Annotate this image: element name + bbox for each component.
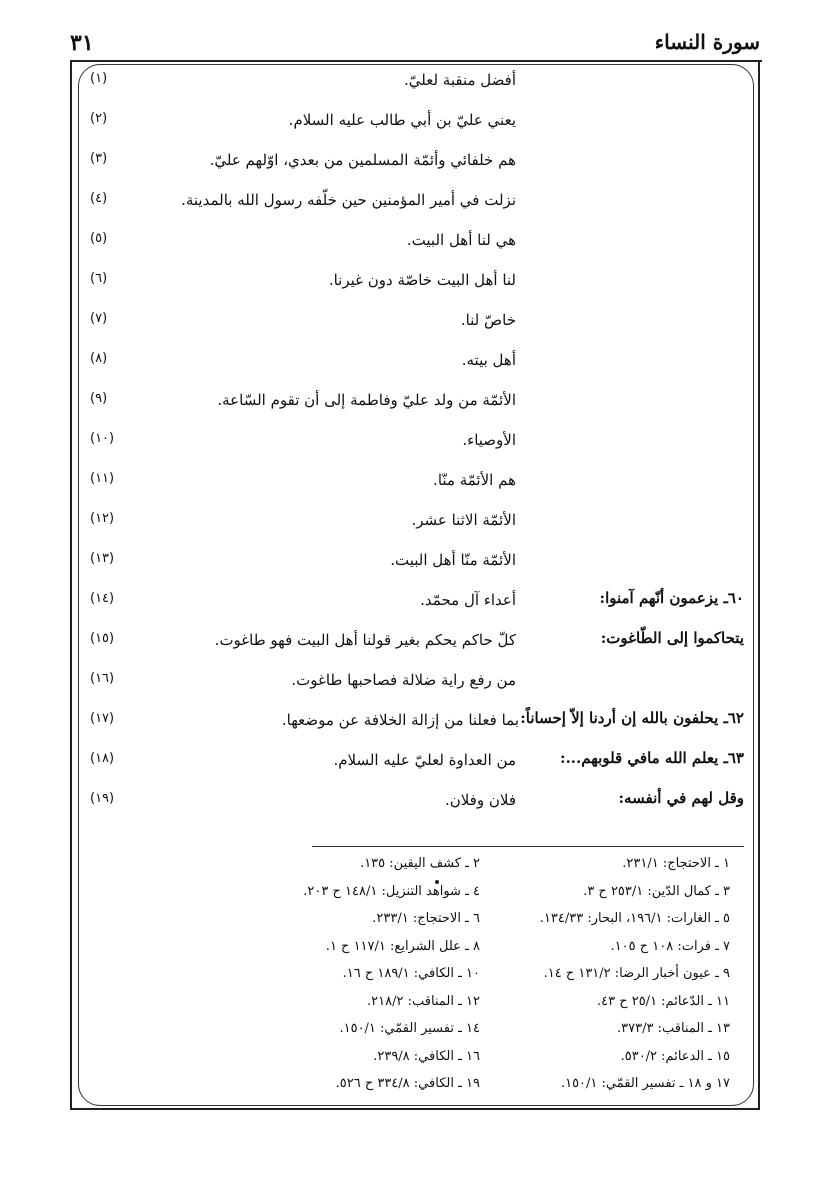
footnote: ٥ ـ الغارات: ١٩٦/١، البحار: ١٣٤/٣٣.: [539, 911, 730, 926]
commentary-text: أهل بيته.: [461, 351, 516, 369]
commentary-text: كلّ حاكم يحكم بغير قولنا أهل البيت فهو طاغوت.: [214, 631, 516, 649]
footnote: ٢ ـ كشف اليقين: ١٣٥.: [360, 856, 480, 871]
row-number: (١): [90, 71, 108, 86]
commentary-text: يعني عليّ بن أبي طالب عليه السلام.: [288, 111, 516, 129]
commentary-text: أفضل منقبة لعليّ.: [403, 71, 516, 89]
page-number: ٣١: [70, 30, 94, 56]
commentary-row: [90, 187, 744, 219]
footnote-rule: [312, 846, 744, 847]
commentary-row: [90, 627, 744, 659]
commentary-row: [90, 707, 744, 739]
commentary-text: أعداء آل محمّد.: [420, 591, 516, 609]
row-number: (٨): [90, 351, 108, 366]
page-header: [70, 30, 760, 62]
footnote: ٨ ـ علل الشرايع: ١١٧/١ ح ١.: [325, 938, 480, 954]
row-number: (١٩): [90, 791, 115, 806]
commentary-row: [90, 347, 744, 379]
commentary-row: [90, 547, 744, 579]
row-number: (١٢): [90, 511, 115, 526]
commentary-row: [90, 267, 744, 299]
commentary-text: الأئمّة الاثنا عشر.: [411, 511, 516, 529]
row-number: (١١): [90, 471, 115, 486]
row-number: (١٥): [90, 631, 115, 646]
footnote: ١٤ ـ تفسير القمّي: ١٥٠/١.: [339, 1021, 480, 1036]
row-number: (٤): [90, 191, 108, 206]
commentary-row: [90, 427, 744, 459]
footnote: ٩ ـ عيون أخبار الرضا: ١٣١/٢ ح ١٤.: [543, 966, 730, 981]
row-number: (١٧): [90, 711, 115, 726]
commentary-text: الأئمّة من ولد عليّ وفاطمة إلى أن تقوم السّاعة.: [217, 391, 516, 409]
commentary-row: [90, 667, 744, 699]
commentary-row: [90, 747, 744, 779]
row-number: (١٨): [90, 751, 115, 766]
row-number: (٥): [90, 231, 108, 246]
footnotes-left-column: [250, 856, 480, 1104]
commentary-text: لنا أهل البيت خاصّة دون غيرنا.: [328, 271, 516, 289]
commentary-text: نزلت في أمير المؤمنين حين خلّفه رسول الله بالمدينة.: [181, 191, 516, 209]
footnote: ١٧ و ١٨ ـ تفسير القمّي: ١٥٠/١.: [560, 1076, 730, 1091]
surah-title: سورة النساء: [654, 30, 760, 54]
verse-cue: ٦٣ـ يعلم الله مافي قلوبهم...:: [560, 749, 744, 767]
row-number: (٧): [90, 311, 108, 326]
commentary-text: الأئمّة منّا أهل البيت.: [390, 551, 516, 569]
row-number: (٦): [90, 271, 108, 286]
row-number: (٩): [90, 391, 108, 406]
row-number: (٢): [90, 111, 108, 126]
verse-cue: وقل لهم في أنفسه:: [618, 789, 744, 807]
commentary-row: [90, 507, 744, 539]
footnote: ١١ ـ الدّعائم: ٢٥/١ ح ٤٣.: [596, 993, 730, 1009]
row-number: (١٦): [90, 671, 115, 686]
footnote: ٣ ـ كمال الدّين: ٢٥٣/١ ح ٣.: [583, 883, 730, 899]
commentary-row: [90, 107, 744, 139]
commentary-row: [90, 147, 744, 179]
commentary-text: هي لنا أهل البيت.: [406, 231, 516, 249]
footnote: ١٥ ـ الدعائم: ٥٣٠/٢.: [620, 1048, 730, 1064]
row-number: (٣): [90, 151, 108, 166]
commentary-text: من رفع راية ضلالة فصاحبها طاغوت.: [291, 671, 516, 689]
footnote: ٦ ـ الاحتجاج: ٢٣٣/١.: [372, 911, 480, 926]
commentary-row: [90, 787, 744, 819]
row-number: (١٣): [90, 551, 115, 566]
commentary-text: هم خلفائي وأئمّة المسلمين من بعدي، اوّلهم عليّ.: [209, 151, 516, 169]
verse-cue: ٦٠ـ يزعمون أنّهم آمنوا:: [599, 589, 744, 607]
footnote: ١٣ ـ المناقب: ٣٧٣/٣.: [617, 1021, 730, 1036]
footnote: ١٢ ـ المناقب: ٢١٨/٢.: [367, 993, 480, 1009]
commentary-row: [90, 227, 744, 259]
row-number: (١٠): [90, 431, 115, 446]
footnote: ٤ ـ شواهد التنزيل: ١٤٨/١ ح ٢٠٣.: [303, 883, 480, 899]
commentary-text: هم الأئمّة منّا.: [433, 471, 516, 489]
commentary-row: [90, 587, 744, 619]
commentary-row: [90, 467, 744, 499]
commentary-row: [90, 67, 744, 99]
row-number: (١٤): [90, 591, 115, 606]
footnote: ١٩ ـ الكافي: ٣٣٤/٨ ح ٥٢٦.: [335, 1076, 480, 1091]
footnote: ١٦ ـ الكافي: ٢٣٩/٨.: [373, 1048, 480, 1064]
commentary-text: فلان وفلان.: [444, 791, 516, 809]
verse-cue: ٦٢ـ يحلفون بالله إن أردنا إلاّ إحساناً:: [520, 709, 744, 727]
footnote: ١ ـ الاحتجاج: ٢٣١/١.: [622, 856, 730, 871]
verse-cue: يتحاكموا إلى الطّاغوت:: [600, 629, 744, 647]
commentary-text: من العداوة لعليّ عليه السلام.: [333, 751, 516, 769]
footnote: ١٠ ـ الكافي: ١٨٩/١ ح ١٦.: [342, 966, 480, 981]
footnote: ٧ ـ فرات: ١٠٨ ح ١٠٥.: [610, 938, 730, 954]
footnotes-right-column: [500, 856, 730, 1104]
commentary-text: بما فعلنا من إزالة الخلافة عن موضعها.: [281, 711, 519, 729]
commentary-text: الأوصياء.: [462, 431, 516, 449]
commentary-text: خاصّ لنا.: [460, 311, 516, 329]
commentary-row: [90, 307, 744, 339]
commentary-row: [90, 387, 744, 419]
